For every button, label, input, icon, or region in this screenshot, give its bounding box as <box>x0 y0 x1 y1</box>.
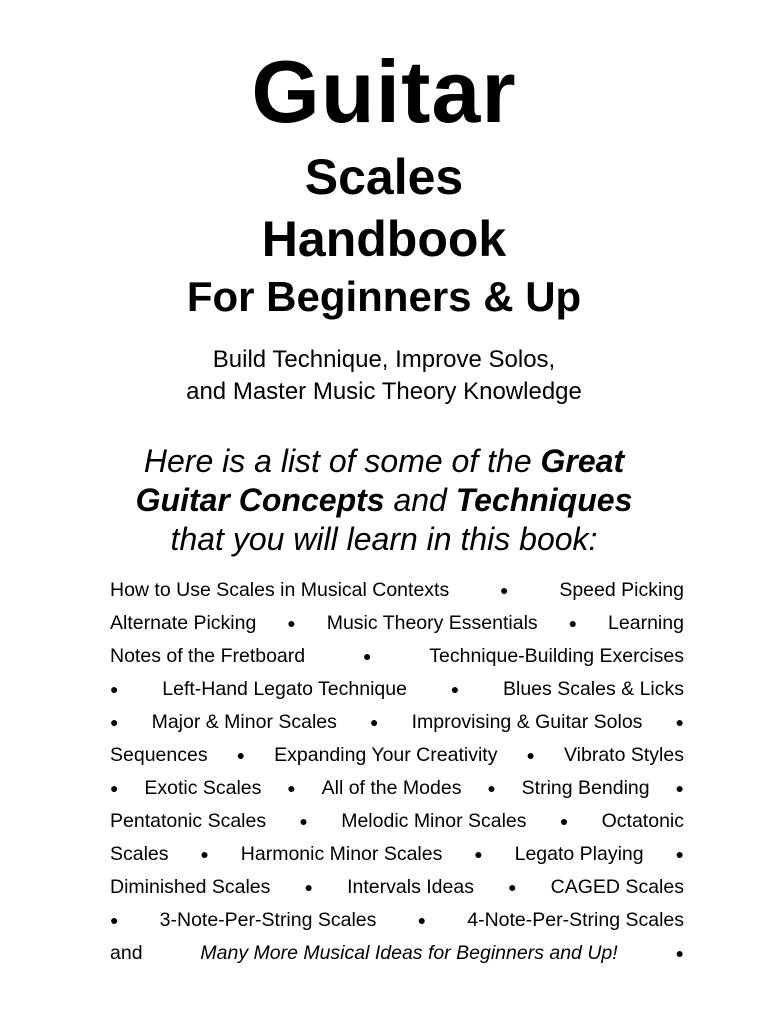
concept-item: Improvising & Guitar Solos <box>411 711 643 733</box>
bullet-icon: ● <box>362 648 372 664</box>
intro-emphasis: Techniques <box>455 482 633 518</box>
concept-line <box>110 673 684 706</box>
concept-item: 4-Note-Per-String Scales <box>467 909 684 931</box>
concept-item: Major & Minor Scales <box>151 711 337 733</box>
bullet-icon: ● <box>487 780 496 796</box>
concept-item: Melodic Minor Scales <box>341 810 527 832</box>
intro-text: Here is a list of some of the <box>143 443 541 479</box>
concept-item: Music Theory Essentials <box>326 612 538 634</box>
bullet-icon: ● <box>450 681 460 697</box>
concept-item: Scales <box>110 843 169 865</box>
bullet-icon: ● <box>474 846 483 862</box>
concept-item: 3-Note-Per-String Scales <box>159 909 377 931</box>
intro-emphasis: Guitar Concepts <box>135 482 385 518</box>
concept-item: Left-Hand Legato Technique <box>162 678 407 700</box>
bullet-icon: ● <box>568 615 578 631</box>
concept-item: and <box>110 942 143 964</box>
title-handbook: Handbook <box>261 211 507 267</box>
bullet-icon: ● <box>287 615 296 631</box>
concept-item: Alternate Picking <box>110 612 257 634</box>
concept-item: Pentatonic Scales <box>110 810 267 832</box>
intro-line-2 <box>0 481 768 520</box>
concept-line <box>110 574 684 607</box>
subtitle-line-1: Build Technique, Improve Solos, <box>212 346 556 373</box>
concept-item: Legato Playing <box>514 843 644 865</box>
concept-item: Speed Picking <box>559 579 684 601</box>
concept-line <box>110 706 684 739</box>
concept-item: All of the Modes <box>321 777 462 799</box>
concept-item: Exotic Scales <box>144 777 262 799</box>
concept-item: Harmonic Minor Scales <box>240 843 443 865</box>
concept-line <box>110 937 684 970</box>
bullet-icon: ● <box>417 912 427 928</box>
bullet-icon: ● <box>675 780 684 796</box>
concept-line <box>110 838 684 871</box>
bullet-icon: ● <box>304 879 313 895</box>
concept-list <box>110 574 684 970</box>
concept-item: Notes of the Fretboard <box>110 645 306 667</box>
concept-item-closing: Many More Musical Ideas for Beginners and Up! <box>200 942 618 964</box>
concept-item: Octatonic <box>601 810 684 832</box>
title-guitar: Guitar <box>251 42 517 141</box>
concept-line <box>110 871 684 904</box>
concept-line <box>110 739 684 772</box>
concept-item: Sequences <box>110 744 208 766</box>
concept-line <box>110 772 684 805</box>
concept-item: Intervals Ideas <box>347 876 474 898</box>
concept-item: How to Use Scales in Musical Contexts <box>110 579 450 601</box>
concept-item: String Bending <box>521 777 650 799</box>
title-audience: For Beginners & Up <box>186 273 582 320</box>
bullet-icon: ● <box>675 945 684 961</box>
bullet-icon: ● <box>200 846 209 862</box>
subtitle-line-2: and Master Music Theory Knowledge <box>186 378 582 405</box>
bullet-icon: ● <box>675 846 684 862</box>
intro-line-3: that you will learn in this book: <box>170 521 598 557</box>
title-scales: Scales <box>304 149 464 205</box>
concept-line <box>110 805 684 838</box>
bullet-icon: ● <box>287 780 296 796</box>
bullet-icon: ● <box>110 714 119 730</box>
bullet-icon: ● <box>110 780 119 796</box>
concept-item: Learning <box>608 612 684 634</box>
concept-item: Diminished Scales <box>110 876 271 898</box>
bullet-icon: ● <box>370 714 379 730</box>
bullet-icon: ● <box>500 582 509 598</box>
concept-line <box>110 607 684 640</box>
concept-item: Blues Scales & Licks <box>503 678 684 700</box>
bullet-icon: ● <box>526 747 535 763</box>
concept-line <box>110 904 684 937</box>
concept-item: CAGED Scales <box>550 876 684 898</box>
bullet-icon: ● <box>236 747 246 763</box>
bullet-icon: ● <box>559 813 569 829</box>
bullet-icon: ● <box>508 879 517 895</box>
intro-line-1 <box>0 442 768 481</box>
concept-item: Technique-Building Exercises <box>429 645 684 667</box>
concept-item: Expanding Your Creativity <box>274 744 498 766</box>
intro-text: and <box>384 482 456 518</box>
concept-line <box>110 640 684 673</box>
intro-emphasis: Great <box>540 443 625 479</box>
bullet-icon: ● <box>110 681 119 697</box>
concept-item: Vibrato Styles <box>564 744 684 766</box>
bullet-icon: ● <box>299 813 308 829</box>
bullet-icon: ● <box>110 912 119 928</box>
bullet-icon: ● <box>675 714 684 730</box>
